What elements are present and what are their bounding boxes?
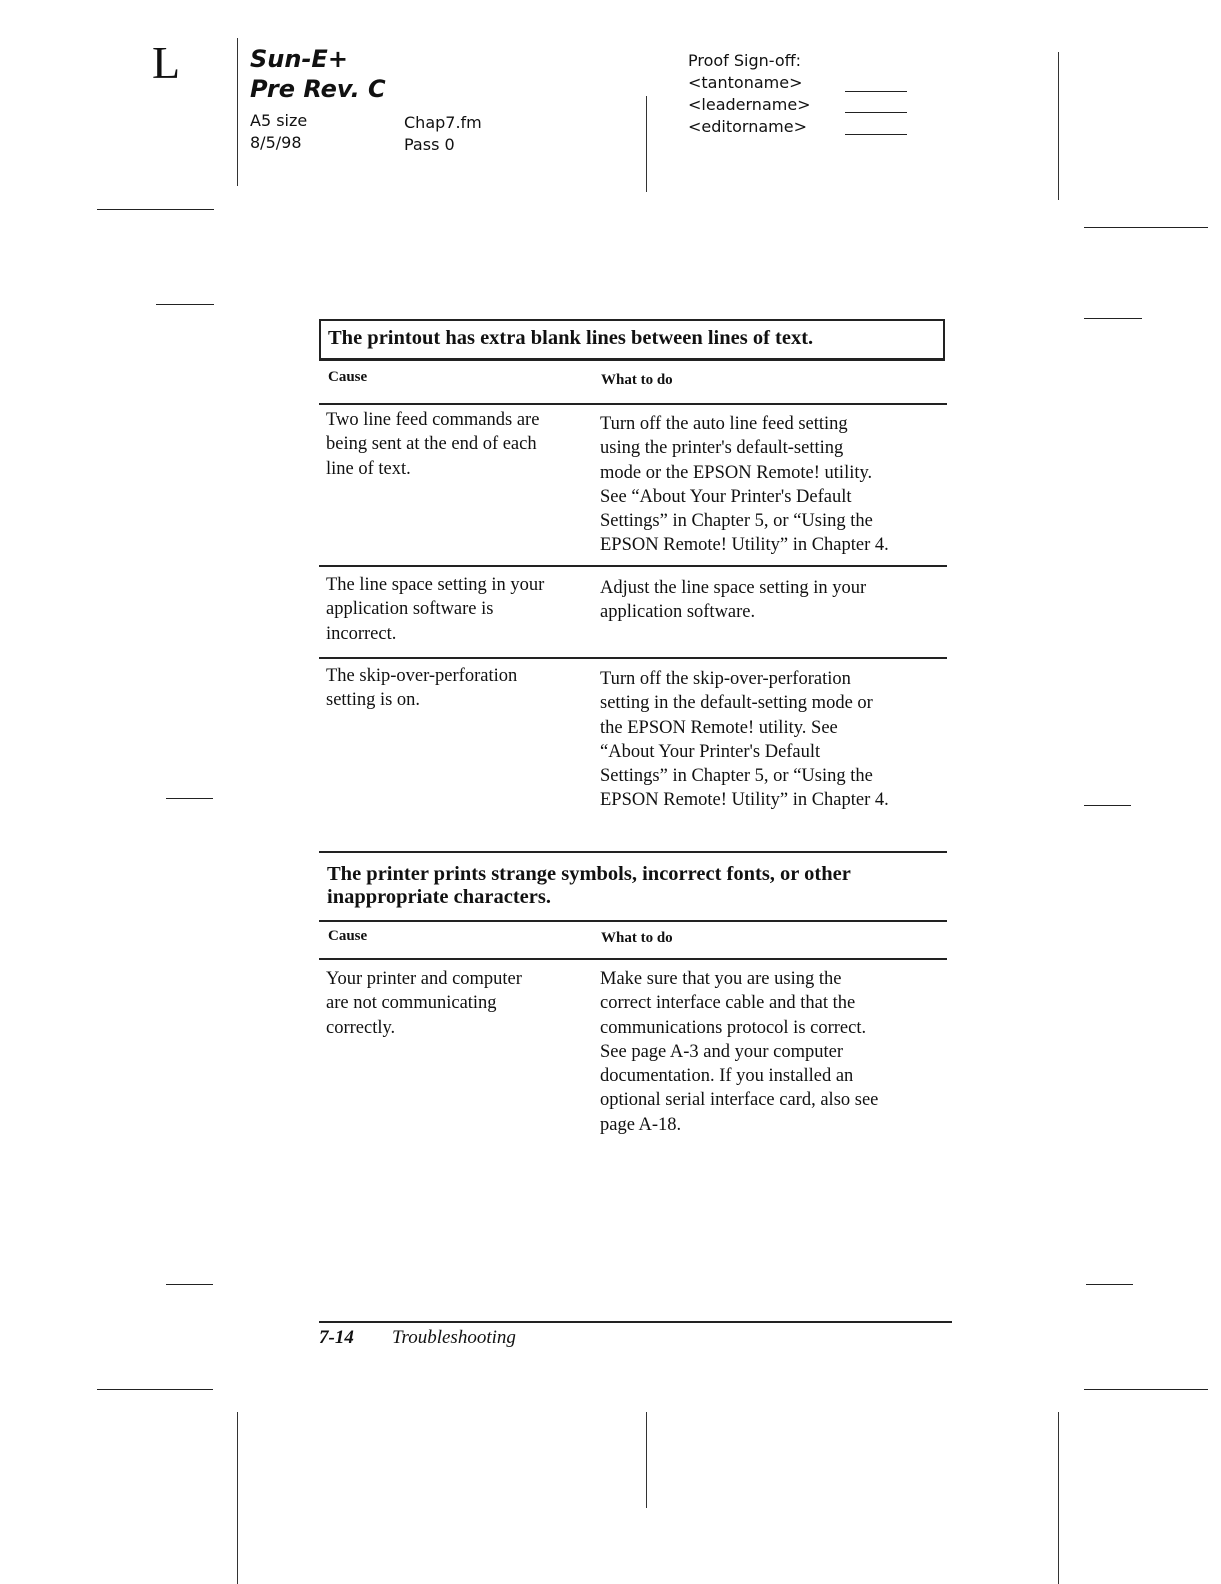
cause-line: application software is	[326, 599, 494, 620]
section2-heading-line: inappropriate characters.	[327, 886, 551, 908]
project-title	[250, 44, 386, 104]
pass-label: Pass 0	[404, 135, 455, 154]
todo-line: See “About Your Printer's Default	[600, 486, 852, 507]
page-number: 7-14	[319, 1327, 354, 1348]
chapter-title: Troubleshooting	[392, 1327, 516, 1348]
proof-signoff	[688, 50, 811, 138]
signoff-line	[845, 112, 907, 113]
crop-mark-center-bottom	[646, 1412, 647, 1508]
section2-col-cause: Cause	[328, 928, 368, 944]
crop-mark-left-1	[97, 209, 214, 210]
row-divider	[319, 565, 947, 567]
section2-heading-rule	[319, 920, 947, 922]
size-label: A5 size	[250, 111, 308, 130]
todo-line: communications protocol is correct.	[600, 1017, 867, 1038]
cause-line: are not communicating	[326, 993, 497, 1014]
todo-line: setting in the default-setting mode or	[600, 693, 873, 714]
crop-mark-right-3	[1084, 805, 1131, 806]
table-row	[600, 667, 945, 813]
cause-line: Your printer and computer	[326, 969, 522, 989]
signoff-name: <leadername>	[688, 95, 811, 114]
crop-mark-right-5	[1084, 1389, 1208, 1390]
todo-line: Make sure that you are using the	[600, 969, 842, 989]
section2-heading	[327, 863, 851, 909]
todo-line: page A-18.	[600, 1114, 682, 1135]
todo-line: mode or the EPSON Remote! utility.	[600, 462, 873, 483]
table-row	[600, 576, 945, 625]
cause-line: being sent at the end of each	[326, 434, 537, 455]
signoff-name: <tantoname>	[688, 73, 803, 92]
crop-mark-left-bottom	[237, 1412, 238, 1584]
table-row	[600, 967, 945, 1137]
todo-line: “About Your Printer's Default	[600, 741, 821, 762]
section2-heading-line: The printer prints strange symbols, incorrect fonts, or other	[327, 863, 851, 885]
crop-mark-left-top	[237, 38, 238, 186]
section1-col-cause: Cause	[328, 369, 368, 385]
cause-line: The line space setting in your	[326, 575, 545, 595]
cause-line: incorrect.	[326, 623, 397, 644]
file-pass-block	[404, 112, 482, 156]
signoff-line	[845, 134, 907, 135]
table-row	[326, 664, 578, 713]
footer-rule	[319, 1321, 952, 1323]
todo-line: See page A-3 and your computer	[600, 1041, 843, 1062]
todo-line: optional serial interface card, also see	[600, 1090, 879, 1111]
date-label: 8/5/98	[250, 133, 302, 152]
section1-col-todo: What to do	[601, 372, 673, 388]
crop-mark-right-bottom	[1058, 1412, 1059, 1584]
todo-line: EPSON Remote! Utility” in Chapter 4.	[600, 790, 889, 811]
crop-mark-left-4	[166, 1284, 213, 1285]
todo-line: the EPSON Remote! utility. See	[600, 717, 838, 738]
section1-header-rule	[319, 403, 947, 405]
cause-line: correctly.	[326, 1017, 396, 1038]
file-label: Chap7.fm	[404, 113, 482, 132]
section1-heading: The printout has extra blank lines between lines of text.	[328, 327, 814, 349]
crop-mark-right-4	[1086, 1284, 1133, 1285]
row-divider	[319, 657, 947, 659]
todo-line: application software.	[600, 602, 756, 623]
todo-line: EPSON Remote! Utility” in Chapter 4.	[600, 535, 889, 556]
crop-mark-right-top	[1058, 52, 1059, 200]
revision-label: Pre Rev. C	[250, 75, 386, 103]
project-name: Sun-E+	[250, 45, 348, 73]
todo-line: correct interface cable and that the	[600, 993, 856, 1014]
table-row	[326, 967, 578, 1040]
table-row	[326, 573, 578, 646]
signoff-title: Proof Sign-off:	[688, 51, 802, 70]
corner-mark: L	[152, 37, 181, 88]
todo-line: documentation. If you installed an	[600, 1066, 854, 1087]
todo-line: using the printer's default-setting	[600, 438, 844, 459]
cause-line: The skip-over-perforation	[326, 666, 518, 686]
section2-top-rule	[319, 851, 947, 853]
table-row	[326, 408, 578, 481]
crop-mark-center-top	[646, 96, 647, 192]
todo-line: Settings” in Chapter 5, or “Using the	[600, 511, 873, 532]
todo-line: Adjust the line space setting in your	[600, 578, 867, 598]
cause-line: setting is on.	[326, 690, 421, 711]
crop-mark-right-1	[1084, 227, 1208, 228]
signoff-line	[845, 91, 907, 92]
crop-mark-right-2	[1084, 318, 1142, 319]
section2-header-rule	[319, 958, 947, 960]
size-date-block	[250, 110, 307, 154]
crop-mark-left-2	[156, 304, 214, 305]
todo-line: Settings” in Chapter 5, or “Using the	[600, 766, 873, 787]
todo-line: Turn off the skip-over-perforation	[600, 669, 851, 689]
crop-mark-left-3	[166, 798, 213, 799]
signoff-name: <editorname>	[688, 117, 807, 136]
cause-line: Two line feed commands are	[326, 410, 540, 430]
todo-line: Turn off the auto line feed setting	[600, 414, 848, 434]
section2-col-todo: What to do	[601, 930, 673, 946]
table-row	[600, 412, 945, 558]
crop-mark-left-5	[97, 1389, 213, 1390]
cause-line: line of text.	[326, 458, 411, 479]
